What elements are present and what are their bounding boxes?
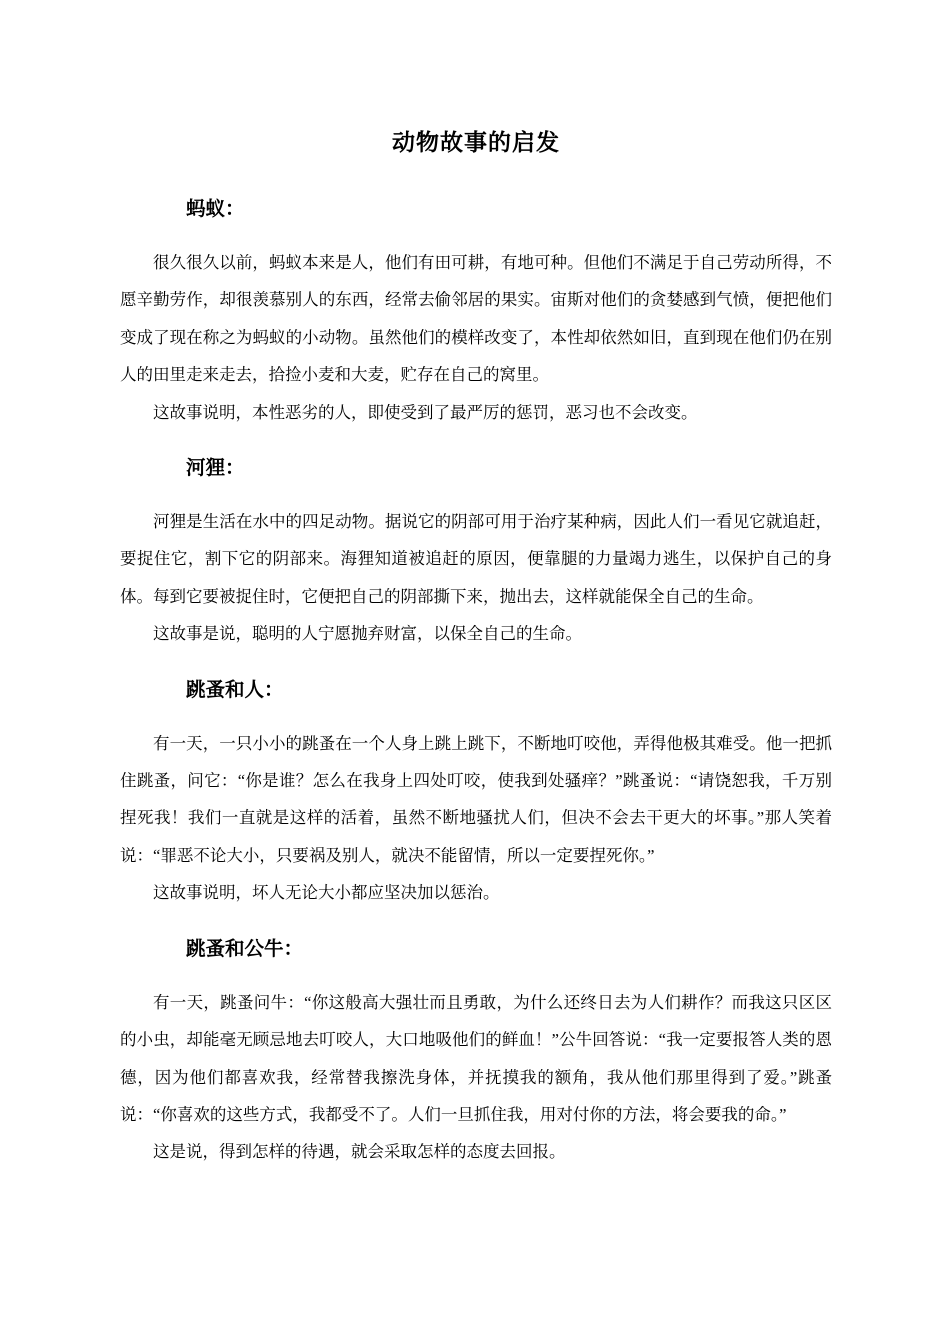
- moral-paragraph: 这故事说明，本性恶劣的人，即使受到了最严厉的惩罚，恶习也不会改变。: [153, 402, 698, 422]
- section-ant: [120, 196, 832, 431]
- paragraph: 河狸是生活在水中的四足动物。据说它的阴部可用于治疗某种病，因此人们一看见它就追赶，要捉住它，割下它的阴部来。海狸知道被追赶的原因，便靠腿的力量竭力逃生，以保护自己的身体。每到它要被捉住时，它便把自己的阴部撕下来，抛出去，这样就能保全自己的生命。: [120, 512, 832, 606]
- section-heading: 跳蚤和人：: [186, 677, 284, 701]
- paragraph: 很久很久以前，蚂蚁本来是人，他们有田可耕，有地可种。但他们不满足于自己劳动所得，不愿辛勤劳作，却很羡慕别人的东西，经常去偷邻居的果实。宙斯对他们的贪婪感到气愤，便把他们变成了现在称之为蚂蚁的小动物。虽然他们的模样改变了，本性却依然如旧，直到现在他们仍在别人的田里走来走去，拾捡小麦和大麦，贮存在自己的窝里。: [120, 253, 832, 385]
- moral-paragraph: 这故事说明，坏人无论大小都应坚决加以惩治。: [153, 883, 500, 903]
- section-heading: 蚂蚁：: [186, 197, 245, 220]
- section-beaver: [120, 455, 832, 653]
- document-title: 动物故事的启发: [392, 130, 560, 156]
- moral-paragraph: 这故事是说，聪明的人宁愿抛弃财富，以保全自己的生命。: [153, 624, 582, 644]
- section-flea-and-bull: [120, 936, 832, 1171]
- section-flea-and-man: [120, 677, 832, 912]
- moral-paragraph: 这是说，得到怎样的待遇，就会采取怎样的态度去回报。: [153, 1142, 566, 1162]
- paragraph: 有一天，跳蚤问牛：“你这般高大强壮而且勇敢，为什么还终日去为人们耕作？而我这只区区的小虫，却能毫无顾忌地去叮咬人，大口地吸他们的鲜血！”公牛回答说：“我一定要报答人类的恩德，因为他们都喜欢我，经常替我擦洗身体，并抚摸我的额角，我从他们那里得到了爱。”跳蚤说：“你喜欢的这些方式，我都受不了。人们一旦抓住我，用对付你的方法，将会要我的命。”: [120, 992, 832, 1124]
- paragraph: 有一天，一只小小的跳蚤在一个人身上跳上跳下，不断地叮咬他，弄得他极其难受。他一把抓住跳蚤，问它：“你是谁？怎么在我身上四处叮咬，使我到处骚痒？”跳蚤说：“请饶恕我，千万别捏死我！我们一直就是这样的活着，虽然不断地骚扰人们，但决不会去干更大的坏事。”那人笑着说：“罪恶不论大小，只要祸及别人，就决不能留情，所以一定要捏死你。”: [120, 733, 832, 865]
- section-heading: 河狸：: [186, 456, 245, 480]
- section-heading: 跳蚤和公牛：: [186, 936, 304, 960]
